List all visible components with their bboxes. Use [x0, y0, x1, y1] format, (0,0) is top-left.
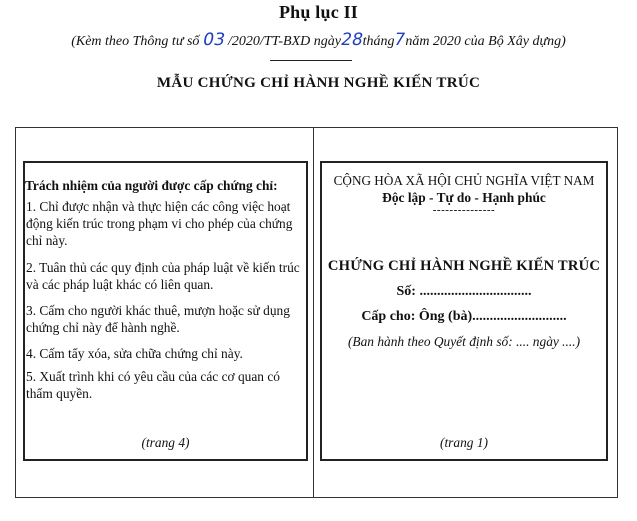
form-title: MẪU CHỨNG CHỈ HÀNH NGHỀ KIẾN TRÚC [156, 75, 481, 91]
right-page-number: (trang 1) [440, 435, 488, 450]
issued-to-line: Cấp cho: Ông (bà)........................... [361, 309, 567, 324]
decision-note: (Ban hành theo Quyết định số: .... ngày ....) [347, 334, 581, 349]
responsibility-item-5: 5. Xuất trình khi có yêu cầu của các cơ quan có thẩm quyền. [26, 369, 280, 401]
national-motto: Độc lập - Tự do - Hạnh phúc [382, 190, 546, 205]
left-page-number: (trang 4) [141, 435, 190, 450]
responsibilities-heading: Trách nhiệm của người được cấp chứng chỉ: [25, 178, 278, 193]
circular-number-handwritten: 03 [200, 30, 227, 50]
responsibility-item-2: 2. Tuân thủ các quy định của pháp luật về kiến trúc và các pháp luật khác có liên quan. [26, 260, 300, 292]
motto-underline-dashes: --------------- [432, 204, 496, 216]
responsibility-item-4: 4. Cấm tẩy xóa, sửa chữa chứng chỉ này. [26, 346, 243, 361]
subtitle-month-label: tháng [362, 34, 395, 49]
appendix-title: Phụ lục II [278, 2, 359, 22]
subtitle-circular-code: /2020/TT-BXD ngày [224, 34, 341, 49]
certificate-number-line: Số: ................................ [396, 284, 532, 299]
responsibility-item-3: 3. Cấm cho người khác thuê, mượn hoặc sử dụng chứng chỉ này để hành nghề. [26, 303, 290, 335]
subtitle-prefix: (Kèm theo Thông tư số [71, 34, 203, 49]
month-handwritten: 7 [392, 30, 408, 50]
appendix-subtitle [0, 32, 637, 50]
subtitle-suffix: năm 2020 của Bộ Xây dựng) [405, 34, 566, 49]
country-name: CỘNG HÒA XÃ HỘI CHỦ NGHĨA VIỆT NAM [333, 173, 595, 188]
day-handwritten: 28 [338, 30, 365, 50]
responsibility-item-1: 1. Chỉ được nhận và thực hiện các công việc hoạt động kiến trúc trong phạm vi cho phép của chứng chỉ này. [26, 199, 293, 248]
certificate-title: CHỨNG CHỈ HÀNH NGHỀ KIẾN TRÚC [327, 258, 601, 274]
page-divider [313, 127, 314, 498]
header-rule [270, 60, 352, 61]
